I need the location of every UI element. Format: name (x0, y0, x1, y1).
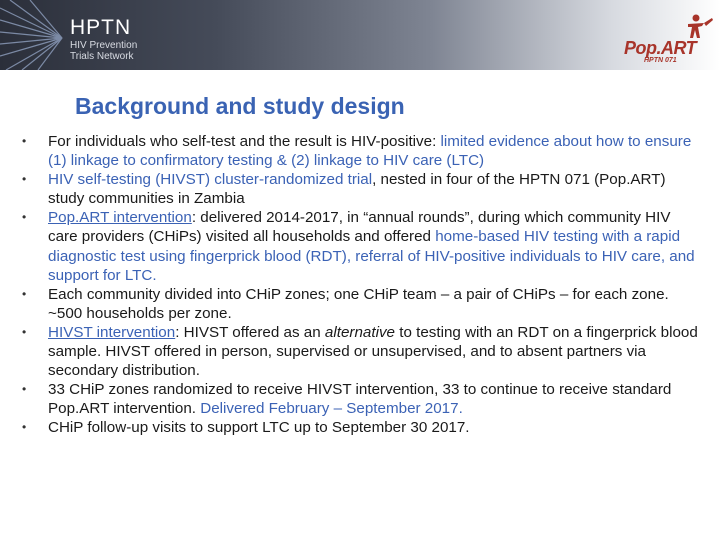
bullet-icon: • (22, 172, 27, 187)
hptn-logo (0, 0, 180, 70)
hptn-tagline-line-1: HIV Prevention (70, 40, 138, 51)
bullet-icon: • (22, 324, 27, 339)
bullet-item (22, 170, 702, 208)
bullet-icon: • (22, 420, 27, 435)
hptn-tagline (70, 40, 137, 62)
bullet-item (22, 418, 702, 437)
bullet-icon: • (22, 286, 27, 301)
bullet-icon: • (22, 382, 27, 397)
hptn-tagline-line-2: Trials Network (70, 51, 134, 62)
bullet-item (22, 285, 702, 323)
bullet-text: 33 CHiP zones randomized to receive HIVST intervention, 33 to continue to receive standard Pop.ART intervention. (48, 381, 672, 418)
bullet-text: CHiP follow-up visits to support LTC up to September 30 2017. (48, 419, 470, 437)
header-banner (0, 0, 720, 70)
bullet-text: : HIVST offered as an (175, 323, 325, 341)
popart-subtitle: HPTN 071 (644, 57, 677, 64)
bullet-item (22, 208, 702, 284)
bullet-text: , nested in four of the HPTN 071 (Pop.ART) study communities in Zambia (48, 171, 666, 208)
bullet-item (22, 323, 702, 380)
bullet-list (22, 132, 702, 438)
bullet-icon: • (22, 134, 27, 148)
bullet-icon: • (22, 210, 27, 225)
hptn-rays-icon (0, 0, 70, 70)
bullet-highlight: HIVST intervention (48, 323, 176, 341)
bullet-item (22, 380, 702, 418)
bullet-highlight: Pop.ART intervention (48, 209, 192, 227)
slide-title: Background and study design (75, 93, 405, 119)
popart-name: Pop.ART (624, 38, 697, 58)
hptn-name: HPTN (70, 16, 132, 39)
bullet-text-2: to testing with an RDT on a fingerprick blood sample. HIVST offered in person, supervised or unsupervised, and to absent partners via secondary distribution. (48, 323, 698, 380)
bullet-text: Each community divided into CHiP zones; one CHiP team – a pair of CHiPs – for each zone. ~500 households per zone. (48, 285, 669, 322)
bullet-highlight: Delivered February – September 2017. (200, 400, 463, 418)
bullet-item (22, 132, 702, 170)
bullet-highlight: limited evidence about how to ensure (1) linkage to confirmatory testing & (2) linkage to HIV care (LTC) (48, 133, 692, 170)
bullet-text: For individuals who self-test and the result is HIV-positive: (48, 133, 441, 150)
bullet-text: : delivered 2014-2017, in “annual rounds”, during which community HIV care providers (CHiPs) visited all households and offered (48, 209, 671, 246)
popart-logo (622, 14, 718, 66)
bullet-emphasis: alternative (324, 323, 395, 341)
bullet-highlight: HIV self-testing (HIVST) cluster-randomized trial (48, 171, 373, 189)
bullet-highlight-2: home-based HIV testing with a rapid diagnostic test using fingerprick blood (RDT), referral of HIV-positive individuals to HIV care, and support for LTC. (48, 228, 695, 284)
